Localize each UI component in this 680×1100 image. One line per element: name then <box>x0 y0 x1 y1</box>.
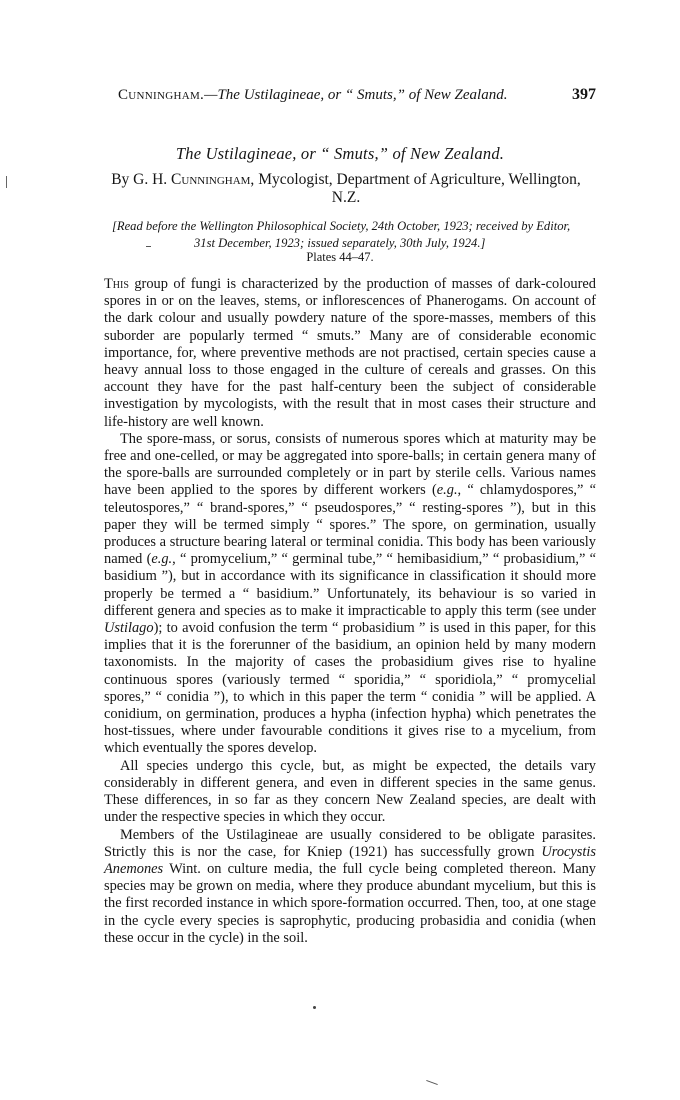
paragraph-2-part-c: , “ promycelium,” “ germinal tube,” “ hemibasidium,” “ probasidium,” “ basidium ”), but in accordance with its significance in classification it should more properly be termed a “ basidium.” Unfortunately, its behaviour is so varied in different genera and species as to make it impracticable to apply this term (see under <box>104 551 596 619</box>
plates-reference: Plates 44–47. <box>306 250 374 264</box>
paragraph-4 <box>104 827 596 947</box>
margin-mark <box>6 176 7 188</box>
page-number: 397 <box>572 86 596 103</box>
paragraph-1 <box>104 276 596 431</box>
paragraph-2-eg-2: e.g. <box>151 551 173 568</box>
paragraph-1-lead: This <box>104 276 129 292</box>
speck-mark <box>146 246 151 247</box>
paragraph-2-genus: Ustilago <box>104 620 154 637</box>
running-head <box>118 86 596 104</box>
paragraph-2-part-d: ); to avoid confusion the term “ probasidium ” is used in this paper, for this implies that it is the forerunner of the basidium, an opinion held by many modern taxonomists. In the majority of cases the probasidium gives rise to hyaline continuous spores (variously termed “ sporidia,” “ sporidiola,” “ promycelial spores,” “ conidia ”), to which in this paper the term “ conidia ” will be applied. A conidium, on germination, produces a hypha (infection hypha) which penetrates the host-tissues, where under favourable conditions it gives rise to a mycelium, from which eventually the spores develop. <box>104 620 596 757</box>
speck-mark <box>426 1080 438 1085</box>
paragraph-4-part-a: Members of the Ustilagineae are usually considered to be obligate parasites. Strictly this is nor the case, for Kniep (1921) has successfully grown <box>104 826 596 860</box>
author-name: Cunningham, <box>171 171 255 188</box>
paragraph-3: All species undergo this cycle, but, as might be expected, the details vary considerably in different genera, and even in different species in the same genus. These differences, in so far as they concern New Zealand species, are dealt with under the respective species in which they occur. <box>104 757 596 826</box>
paragraph-1-text: group of fungi is characterized by the production of masses of dark-coloured spores in or on the leaves, stems, or inflorescences of Phanerogams. On account of the dark colour and usually powdery nature of the spore-masses, members of this suborder are popularly termed “ smuts.” Many are of considerable economic importance, for, where preventive methods are not practised, certain species cause a heavy annual loss to those engaged in the culture of cereals and grasses. On this account they have for the past half-century been the subject of considerable investigation by mycologists, with the result that in most cases their structure and life-history are well known. <box>104 276 596 430</box>
paragraph-4-species: Urocystis Anemones <box>104 843 596 877</box>
paragraph-2-part-a: The spore-mass, or sorus, consists of numerous spores which at maturity may be free and one-celled, or may be aggregated into spore-balls; in certain genera many of the spore-balls are surrounded completely or in part by sterile cells. Various names have been applied to the spores by different workers ( <box>104 430 596 499</box>
author-affiliation: Mycologist, Department of Agriculture, Wellington, N.Z. <box>254 171 581 206</box>
running-head-title: —The Ustilagineae, or “ Smuts,” of New Zealand. <box>204 87 508 103</box>
paragraph-2-part-b: , “ chlamydospores,” “ teleutospores,” “ brand-spores,” “ pseudospores,” “ resting-spores ”), but in this paper they will be termed simply “ spores.” The spore, on germination, usually produces a structure bearing lateral or terminal conidia. This body has been variously named ( <box>104 482 596 568</box>
article-title: The Ustilagineae, or “ Smuts,” of New Zealand. <box>175 144 505 163</box>
paragraph-4-part-b: Wint. on culture media, the full cycle being completed thereon. Many species may be grown on media, where they produce abundant mycelium, but this is the first recorded instance in which spore-formation occurred. Then, too, at one stage in the cycle every species is saprophytic, producing probasidia and conidia (when these occur in the cycle) in the soil. <box>104 860 596 946</box>
paragraph-2 <box>104 431 596 758</box>
publication-note-line-2: 31st December, 1923; issued separately, 30th July, 1924.] <box>194 236 486 250</box>
running-head-text <box>118 87 507 104</box>
publication-note <box>112 218 588 252</box>
speck-mark <box>313 1006 316 1009</box>
publication-note-line-1: [Read before the Wellington Philosophical Society, 24th October, 1923; received by Editor, <box>112 219 571 233</box>
byline-prefix: By G. H. <box>111 171 172 188</box>
running-head-author: Cunningham. <box>118 87 205 103</box>
byline <box>106 171 586 207</box>
article-body <box>104 276 596 947</box>
paragraph-2-eg-1: e.g. <box>436 482 458 499</box>
